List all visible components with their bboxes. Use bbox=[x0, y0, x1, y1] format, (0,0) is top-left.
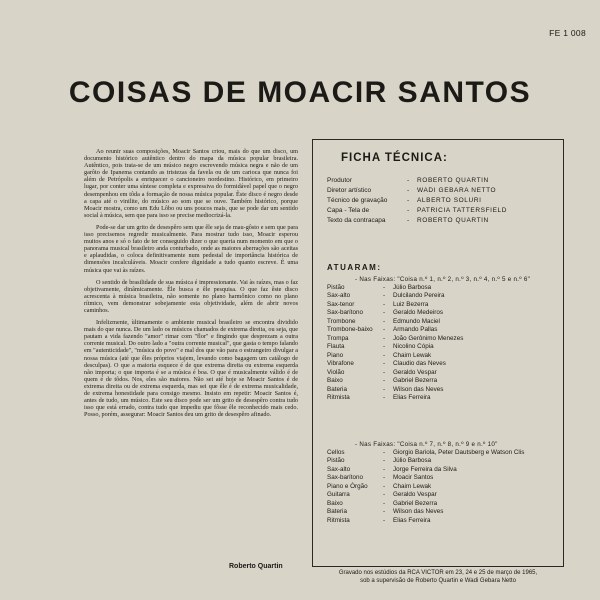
musician-name: Gabriel Bezerra bbox=[393, 377, 438, 384]
musician-row: Violão - Geraldo Vespar bbox=[327, 369, 559, 378]
musician-name: Luiz Bezerra bbox=[393, 300, 429, 308]
liner-author: Roberto Quartin bbox=[229, 563, 283, 570]
instrument: Violão bbox=[327, 368, 345, 376]
instrument: Sax-alto bbox=[327, 292, 351, 299]
instrument: Ritmista bbox=[327, 516, 350, 524]
credit-role: Técnico de gravação bbox=[327, 197, 388, 204]
musician-name: Wilson das Neves bbox=[393, 508, 444, 515]
liner-paragraph: O sentido de brasilidade de sua música é impressionante. Vai às raízes, mas o faz objetivamente, dinâmicamente. Êle busca e êle pesquisa. O que faz êste disco acrescenta à música brasileira, não somente no plano harmônico como no plano rítmico, vem demonstrar sobejamente esta objetividade, além de abrir novos caminhos. bbox=[84, 278, 298, 314]
credit-row: Técnico de gravação - ALBERTO SOLURI bbox=[327, 196, 559, 206]
credit-name: ROBERTO QUARTIN bbox=[417, 177, 489, 184]
instrument: Baixo bbox=[327, 377, 343, 384]
musician-name: Edmundo Maciel bbox=[393, 317, 440, 325]
instrument: Piano bbox=[327, 351, 344, 359]
musician-row: Piano e Órgão - Chaim Lewak bbox=[327, 483, 559, 492]
credit-role: Diretor artístico bbox=[327, 187, 372, 194]
liner-paragraph: Ao reunir suas composições, Moacir Santos criou, mais do que um disco, um documento histórico autêntico dentro do mapa da música popular brasileira. Autêntico, pois trata-se de um músico negro escrevendo música negra e não de um garôto de Ipanema contando as tristezas da favela ou de um carioca que nunca foi além de Petrópolis a enriquecer o cancioneiro nordestino. Histórico, em primeiro lugar, por conter uma síntese completa e expressiva do formidável papel que o negro desempenhou em tôda a formação de nossa música popular. Êste disco é negro desde a capa até o vinilite, do músico ao som que se ouve. Também histórico, porque Moacir mostra, como um Edu Lôbo ou uns poucos mais, que se pode dar um sentido social à música, sem que para isso se precise mediocrizá-la. bbox=[84, 148, 298, 219]
credit-name: WADI GEBARA NETTO bbox=[417, 187, 497, 194]
musician-name: Moacir Santos bbox=[393, 474, 434, 481]
instrument: Trompa bbox=[327, 334, 349, 342]
tracks-line: - Nas Faixas: "Coisa n.º 1, n.º 2, n.º 3, n.º 4, n.º 5 e n.º 6" bbox=[355, 276, 531, 283]
musician-row: Trombone - Edmundo Maciel bbox=[327, 318, 559, 327]
musician-row: Ritmista - Elias Ferreira bbox=[327, 517, 559, 526]
instrument: Sax-alto bbox=[327, 465, 351, 473]
instrument: Bateria bbox=[327, 508, 347, 515]
musician-name: Jorge Ferreira da Silva bbox=[393, 465, 457, 473]
musician-row: Guitarra - Geraldo Vespar bbox=[327, 491, 559, 500]
musician-name: Geraldo Medeiros bbox=[393, 309, 444, 316]
liner-paragraph: Pode-se dar um grito de desespêro sem que êle seja de mau-gôsto e sem que para isso precisemos regredir musicalmente. Para mostrar tudo isso, Moacir esperou muitos anos e só o fato de ter conseguido dizer o que queria num momento em que o panorama musical brasileiro anda conturbado, onde as maiores aberrações são aceitas e aplaudidas, o coloca definitivamente num pedestal de importância histórica de dimensões incalculáveis. Moacir confere dignidade a tudo quanto escreve. É uma música que vai às raízes. bbox=[84, 223, 298, 274]
musician-row: Sax-alto - Dulcilando Pereira bbox=[327, 292, 559, 301]
musician-name: Geraldo Vespar bbox=[393, 368, 437, 376]
credit-name: ALBERTO SOLURI bbox=[417, 197, 482, 204]
musician-name: Gabriel Bezerra bbox=[393, 499, 438, 507]
credit-row: Texto da contracapa - ROBERTO QUARTIN bbox=[327, 216, 559, 226]
musician-row: Pistão - Júlio Barbosa bbox=[327, 284, 559, 293]
instrument: Trombone-baixo bbox=[327, 326, 373, 333]
credits-box bbox=[312, 139, 564, 567]
instrument: Guitarra bbox=[327, 491, 350, 498]
musician-name: Elias Ferreira bbox=[393, 516, 431, 524]
catalog-number: FE 1 008 bbox=[549, 28, 586, 38]
musician-row: Sax-barítono - Geraldo Medeiros bbox=[327, 309, 559, 318]
musician-row: Sax-tenor - Luiz Bezerra bbox=[327, 301, 559, 310]
instrument: Bateria bbox=[327, 385, 347, 393]
instrument: Pistão bbox=[327, 283, 345, 291]
musician-name: Giorgio Bariola, Peter Dautsberg e Watson Clis bbox=[393, 448, 525, 456]
performers-group-2 bbox=[327, 441, 559, 525]
musician-name: Wilson das Neves bbox=[393, 385, 444, 393]
credits-title: FICHA TÉCNICA: bbox=[341, 152, 448, 164]
credit-name: ROBERTO QUARTIN bbox=[417, 217, 489, 224]
credit-name: PATRICIA TATTERSFIELD bbox=[417, 207, 508, 214]
tracks-line: - Nas Faixas: "Coisa n.º 7, n.º 8, n.º 9 e n.º 10" bbox=[355, 441, 498, 448]
musician-name: Dulcilando Pereira bbox=[393, 292, 445, 299]
musician-row: Flauta - Nicolino Cópia bbox=[327, 343, 559, 352]
musician-name: Geraldo Vespar bbox=[393, 491, 437, 498]
recording-note-line: Gravado nos estúdios da RCA VICTOR em 23, 24 e 25 de março de 1965, bbox=[338, 570, 538, 576]
musician-name: Júlio Barbosa bbox=[393, 283, 432, 291]
performers-heading: ATUARAM: bbox=[327, 263, 382, 272]
liner-notes bbox=[84, 148, 298, 423]
musician-row: Pistão - Júlio Barbosa bbox=[327, 457, 559, 466]
musician-row: Sax-barítono - Moacir Santos bbox=[327, 474, 559, 483]
musician-name: Claudio das Neves bbox=[393, 360, 446, 367]
instrument: Sax-barítono bbox=[327, 309, 364, 316]
musician-name: Júlio Barbosa bbox=[393, 457, 432, 464]
instrument: Sax-tenor bbox=[327, 300, 355, 308]
musician-row: Bateria - Wilson das Neves bbox=[327, 386, 559, 395]
production-credits bbox=[327, 176, 559, 226]
credit-row: Capa - Tela de - PATRICIA TATTERSFIELD bbox=[327, 206, 559, 216]
instrument: Sax-barítono bbox=[327, 474, 364, 481]
musician-row: Cellos - Giorgio Bariola, Peter Dautsberg e Watson Clis bbox=[327, 449, 559, 458]
credit-role: Capa - Tela de bbox=[327, 207, 370, 214]
musician-name: Chaim Lewak bbox=[393, 482, 432, 490]
instrument: Pistão bbox=[327, 457, 345, 464]
musician-name: Armando Pallas bbox=[393, 326, 438, 333]
musician-name: Nicolino Cópia bbox=[393, 343, 434, 350]
instrument: Vibrafone bbox=[327, 360, 354, 367]
credit-role: Texto da contracapa bbox=[327, 217, 386, 224]
musician-row: Baixo - Gabriel Bezerra bbox=[327, 500, 559, 509]
credit-row: Diretor artístico - WADI GEBARA NETTO bbox=[327, 186, 559, 196]
instrument: Baixo bbox=[327, 499, 343, 507]
musician-row: Trombone-baixo - Armando Pallas bbox=[327, 326, 559, 335]
musician-row: Vibrafone - Claudio das Neves bbox=[327, 360, 559, 369]
musician-row: Trompa - João Gerônimo Menezes bbox=[327, 335, 559, 344]
musician-row: Bateria - Wilson das Neves bbox=[327, 508, 559, 517]
instrument: Trombone bbox=[327, 317, 356, 325]
credit-role: Produtor bbox=[327, 177, 352, 184]
liner-paragraph: Infelizmente, ùltimamente o ambiente musical brasileiro se encontra dividido mais do que nunca. De um lado os músicos chamados de extrema direita, ou seja, que pautam a vida fazendo "amor" rimar com "flor" e fingindo que desprezam a outra corrente musical. Do outro lado a "outra corrente musical", que gasta o tempo falando em "autenticidade", "música do povo" e mal dos que vão para o estrangeiro divulgar a nossa música (até que êles próprios viajem, levando como bagagem um catálogo de desculpas). O que a maioria esquece é de que extrema direita ou extrema esquerda não importa; o que importa é se a música é boa. O que é musicalmente válido é de quem é de tôdos. Nos, eles são maiores. Não sei até hoje se Moacir Santos é de extrema direita ou de extrema esquerda, mas sei que êle é de extrema musicalidade, de extrema honestidade para consigo mesmo. Insisto em repetir: Moacir Santos é, antes de tudo, um músico. Este seu disco pode ser um grito de desespêro contra tudo isso que está errado, contra tudo que impediu que fôsse êle reconhecido mais cedo. Posso, porém, assegurar: Moacir Santos deu um grito de desespêro afinado. bbox=[84, 319, 298, 419]
instrument: Flauta bbox=[327, 343, 345, 350]
album-title: COISAS DE MOACIR SANTOS bbox=[68, 76, 532, 109]
musician-row: Ritmista - Elias Ferreira bbox=[327, 394, 559, 403]
musician-name: João Gerônimo Menezes bbox=[393, 334, 464, 342]
recording-note bbox=[312, 570, 564, 585]
musician-row: Sax-alto - Jorge Ferreira da Silva bbox=[327, 466, 559, 475]
performers-group-1 bbox=[327, 276, 559, 403]
musician-name: Elias Ferreira bbox=[393, 394, 431, 401]
instrument: Piano e Órgão bbox=[327, 482, 368, 490]
instrument: Cellos bbox=[327, 448, 345, 456]
musician-row: Piano - Chaim Lewak bbox=[327, 352, 559, 361]
recording-note-line: sob a supervisão de Roberto Quartin e Wadi Gebara Netto bbox=[360, 577, 516, 584]
credit-row: Produtor - ROBERTO QUARTIN bbox=[327, 176, 559, 186]
musician-row: Baixo - Gabriel Bezerra bbox=[327, 377, 559, 386]
instrument: Ritmista bbox=[327, 394, 350, 401]
musician-name: Chaim Lewak bbox=[393, 351, 432, 359]
